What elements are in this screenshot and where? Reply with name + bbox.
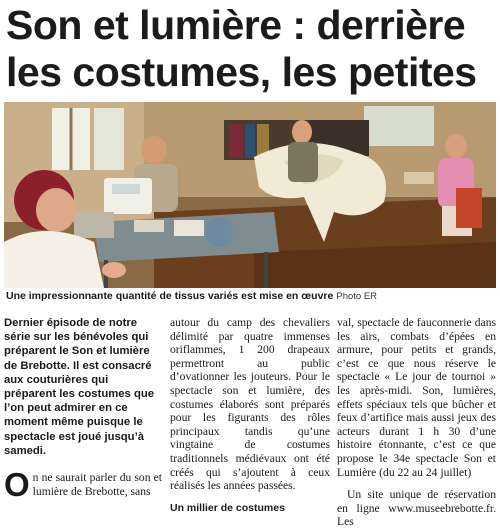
article-photo (4, 102, 496, 288)
column-1 (4, 316, 162, 504)
dropcap: O (4, 466, 30, 504)
col3-paragraph: val, spectacle de fauconnerie dans les airs, combats d’épées en armure, pour petits et grands, c’est ce que nous réserve le spectacle « Le jour de tournoi » les après-midi. Son, lumières, effets spéciaux tels que bûcher et feux d’artifice mais aussi jeux des acteurs durant 1 h 30 d’une histoire étonnante, c’est ce que propose le 34e spectacle Son et Lumière (du 22 au 24 juillet) (337, 316, 496, 479)
body-paragraph (4, 466, 162, 504)
col2-paragraph: autour du camp des chevaliers délimité par quatre immenses oriflammes, 1 200 drapeaux permettront au public d’ovationner les jouteurs. Pour le spectacle son et lumière, des costumes élaborés sont préparés pour les figurants des rôles principaux tandis qu’une vingtaine de costumes traditionnels médiévaux ont été créés qui s’ajoutent à ceux réalisés les années passées. (170, 316, 330, 493)
subheading: Un millier de costumes (170, 501, 285, 514)
photo-credit: Photo ER (336, 291, 378, 302)
column-2 (170, 316, 330, 515)
article-lead: Dernier épisode de notre série sur les bénévoles qui préparent le Son et lumière de Brebotte. Il est consacré aux couturières qui préparent les costumes que l’on peut admirer en ce moment même puisque le spectacle est joué jusqu’à samedi. (4, 317, 155, 457)
photo-caption (6, 289, 496, 304)
caption-text: Une impressionnante quantité de tissus variés est mise en œuvre (6, 290, 334, 302)
sewing-workshop-photo (4, 102, 496, 288)
col3-paragraph-2: Un site unique de réservation en ligne www.museebrebotte.fr. Les (337, 488, 496, 529)
col1-text: n ne saurait parler du son et lumière de Brebotte, sans (32, 471, 162, 498)
headline: Son et lumière : derrière les costumes, les petites (6, 2, 477, 95)
column-3 (337, 316, 496, 529)
